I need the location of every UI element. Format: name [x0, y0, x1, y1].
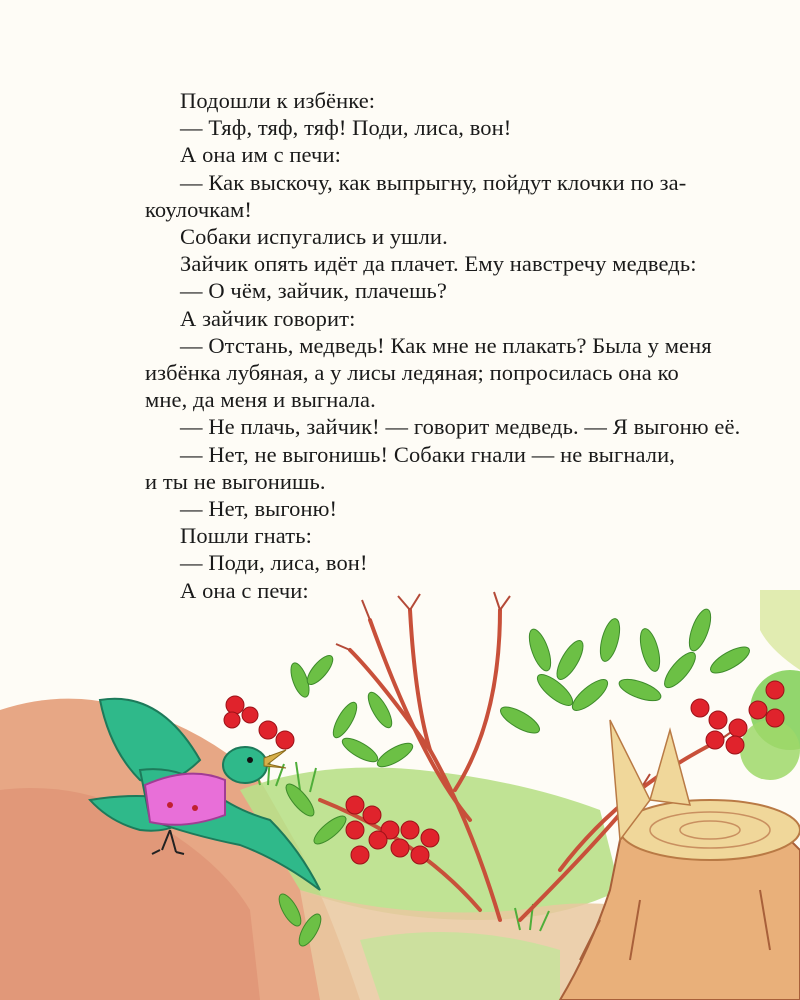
text-line: А она с печи: — [180, 577, 309, 603]
text-line: — Нет, не выгонишь! Собаки гнали — не выгнали, — [180, 441, 675, 467]
text-line: А зайчик говорит: — [180, 305, 356, 331]
text-line: А она им с печи: — [180, 142, 341, 168]
text-line: и ты не выгонишь. — [145, 468, 326, 494]
illustration — [0, 590, 800, 1000]
text-line: коулочкам! — [145, 196, 252, 222]
text-line: Собаки испугались и ушли. — [180, 224, 448, 250]
text-line: избёнка лубяная, а у лисы ледяная; попросилась она ко — [145, 360, 679, 386]
text-line: мне, да меня и выгнала. — [145, 387, 376, 413]
text-line: — О чём, зайчик, плачешь? — [180, 278, 447, 304]
text-line: — Отстань, медведь! Как мне не плакать? Была у меня — [180, 332, 712, 358]
story-text — [145, 87, 741, 604]
text-line: — Тяф, тяф, тяф! Поди, лиса, вон! — [180, 115, 512, 141]
text-line: — Как выскочу, как выпрыгну, пойдут клочки по за- — [180, 169, 687, 195]
text-line: Подошли к избёнке: — [180, 88, 376, 113]
text-line: — Поди, лиса, вон! — [180, 550, 368, 576]
text-line: Зайчик опять идёт да плачет. Ему навстречу медведь: — [180, 251, 697, 277]
text-line: Пошли гнать: — [180, 523, 312, 549]
text-line: — Нет, выгоню! — [180, 496, 338, 522]
text-line: — Не плачь, зайчик! — говорит медведь. — Я выгоню её. — [180, 414, 741, 440]
